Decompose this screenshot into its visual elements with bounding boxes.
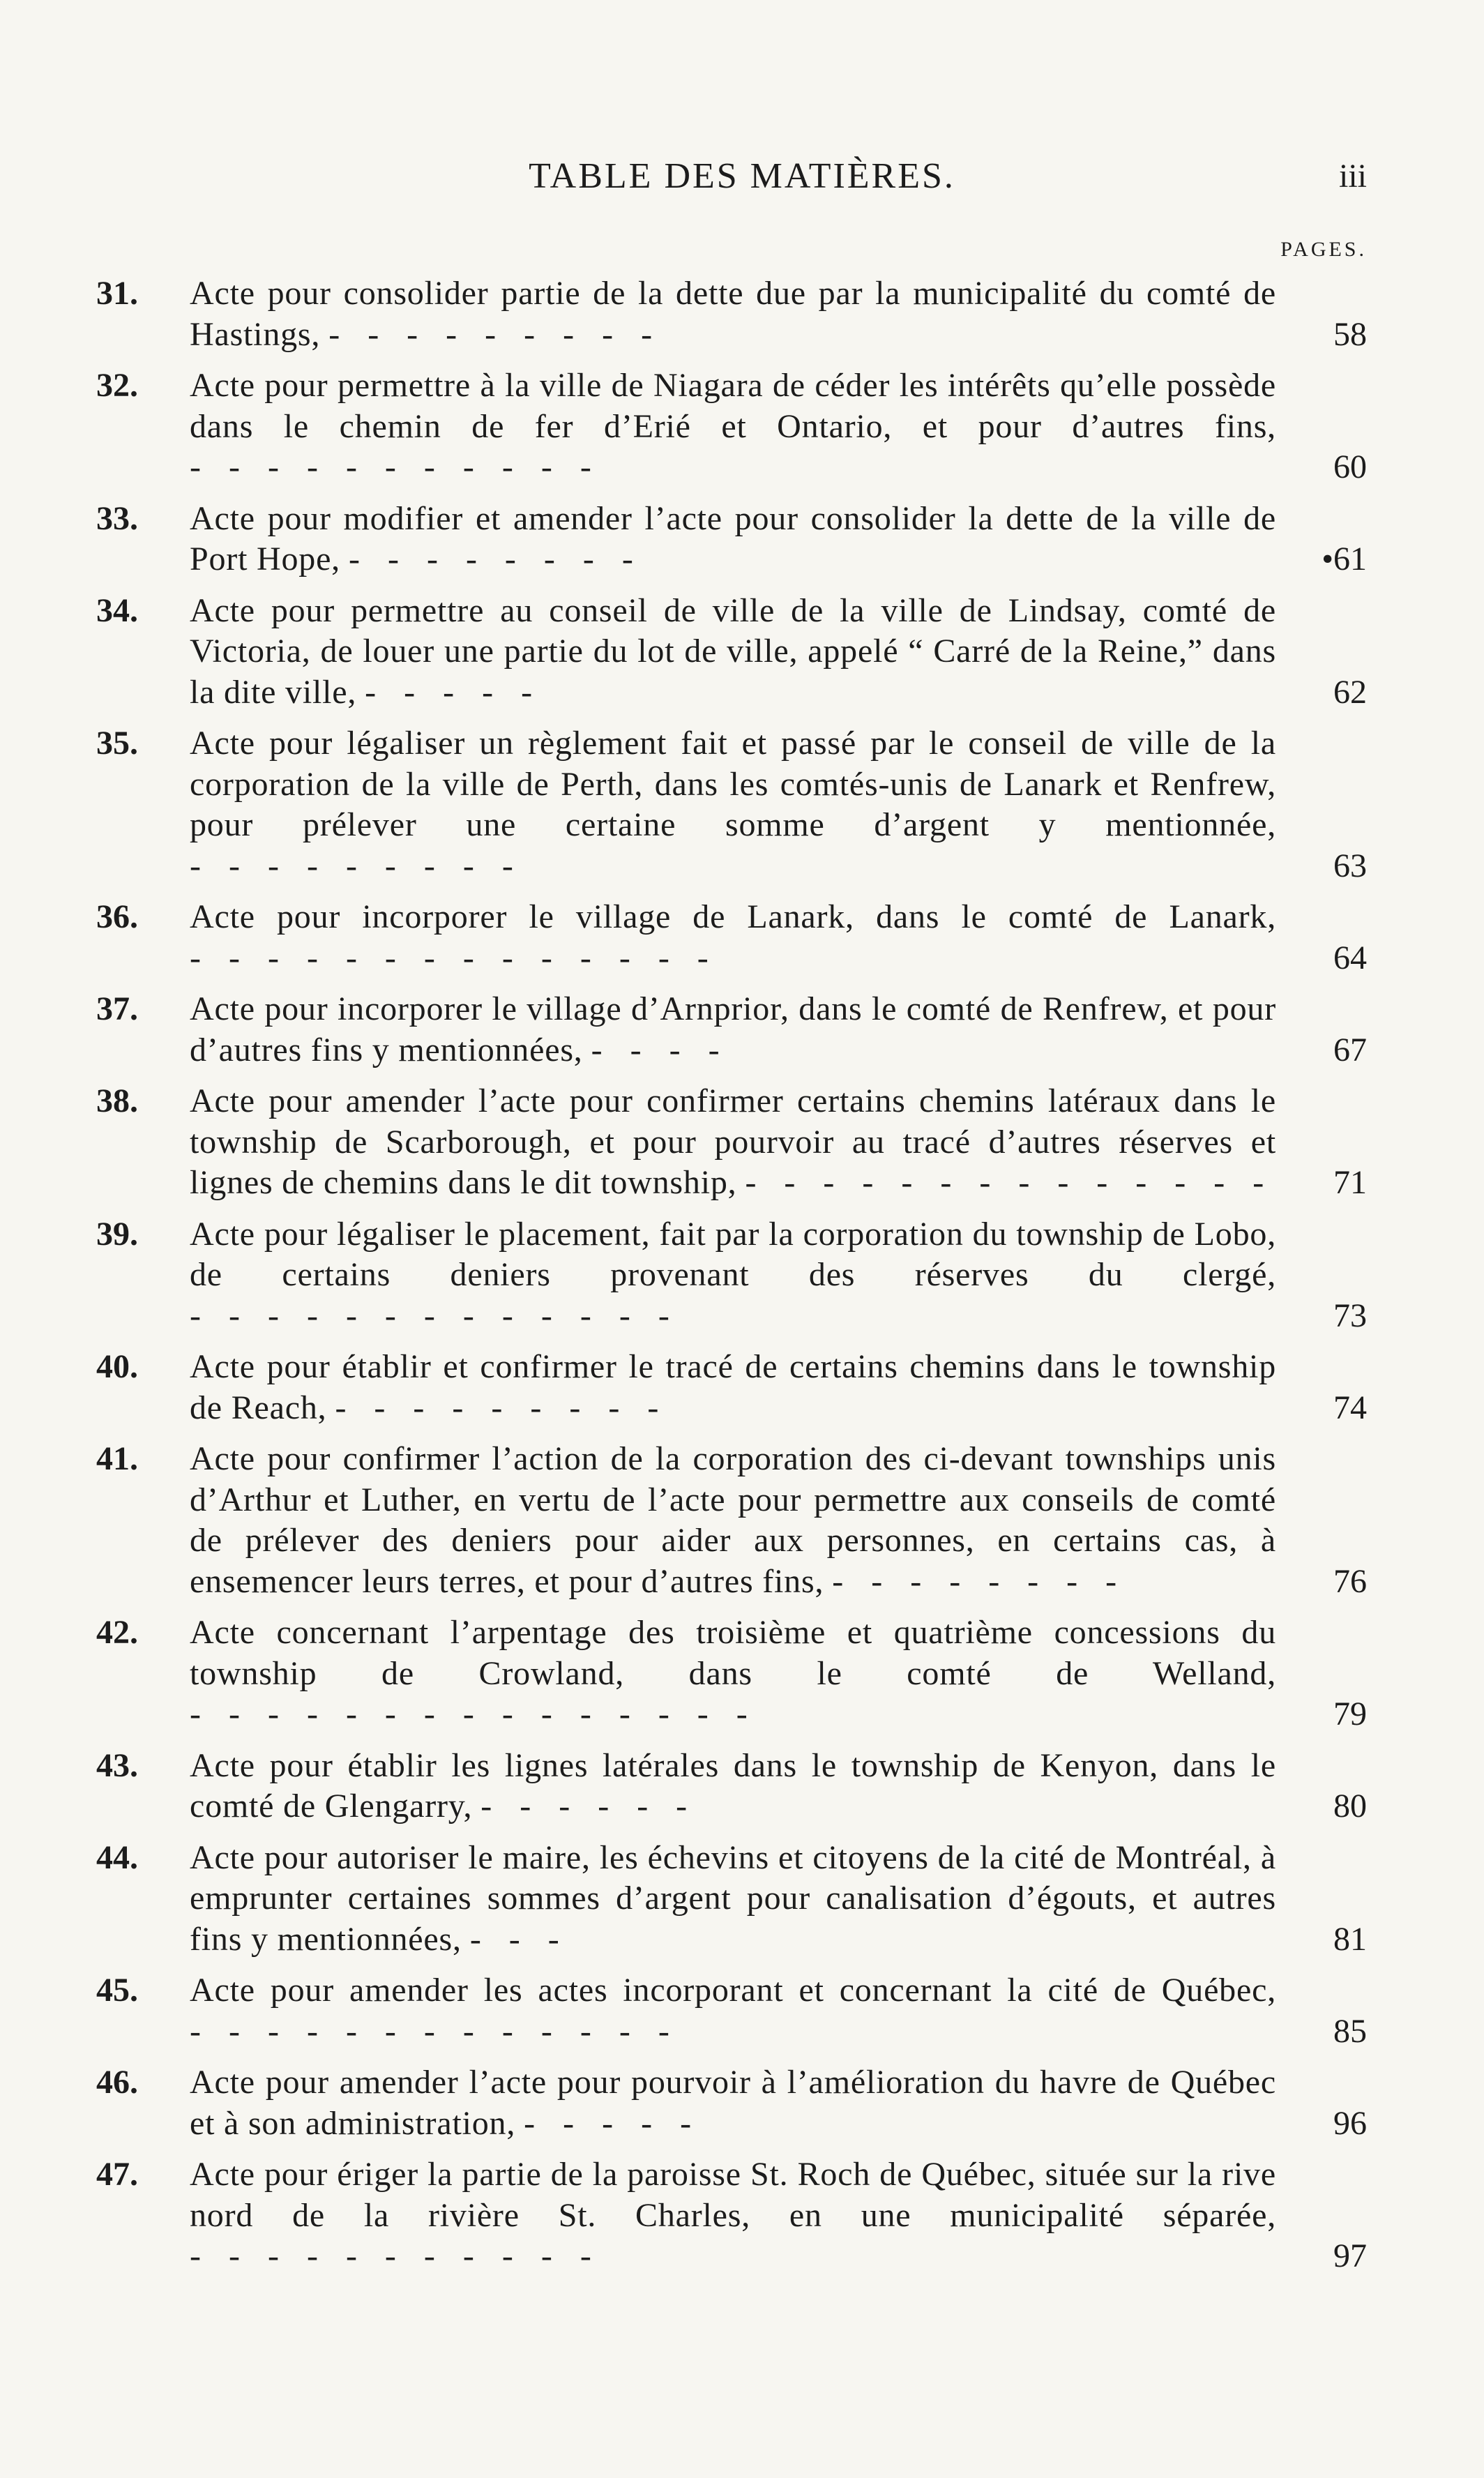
- entry-title: Acte pour ériger la partie de la paroisse St. Roch de Québec, située sur la rive nord de la rivière St. Charles, en une municipalité séparée,: [190, 2156, 1276, 2234]
- entry-title: Acte pour modifier et amender l’acte pour consolider la dette de la ville de Port Hope,: [190, 499, 1276, 577]
- entry-number: 38.: [96, 1082, 138, 1119]
- dot-leader: - - - - - - - - - - - - - -: [190, 939, 718, 976]
- page-number: iii: [1338, 158, 1367, 195]
- entry-number: 37.: [96, 990, 138, 1027]
- entry-title: Acte pour incorporer le village de Lanark, dans le comté de Lanark,: [190, 898, 1276, 935]
- entry-number: 43.: [96, 1746, 138, 1784]
- dot-leader: - - -: [469, 1920, 569, 1958]
- entry-title: Acte pour établir et confirmer le tracé de certains chemins dans le township de Reach,: [190, 1348, 1276, 1426]
- entry-page: 79: [1333, 1695, 1367, 1732]
- dot-leader: - - - - - - - - - - - - - -: [745, 1164, 1274, 1201]
- toc-entry-41: [96, 1439, 1367, 1602]
- entry-title: Acte pour permettre à la ville de Niagara de céder les intérêts qu’elle possède dans le chemin de fer d’Erié et Ontario, et pour d’autres fins,: [190, 367, 1276, 445]
- entry-title: Acte pour autoriser le maire, les échevins et citoyens de la cité de Montréal, à emprunter certaines sommes d’argent pour canalisation d’égouts, et autres fins y mentionnées,: [190, 1838, 1276, 1958]
- dot-leader: - - - - - - - -: [832, 1562, 1127, 1600]
- entry-number: 40.: [96, 1348, 138, 1385]
- toc-entry-42: [96, 1612, 1367, 1735]
- dot-leader: - - - - - - - - - - - - -: [190, 2012, 679, 2050]
- entry-page: 73: [1333, 1297, 1367, 1334]
- dot-leader: - - - -: [591, 1031, 729, 1068]
- entry-title: Acte pour incorporer le village d’Arnprior, dans le comté de Renfrew, et pour d’autres fins y mentionnées,: [190, 990, 1276, 1068]
- entry-number: 34.: [96, 591, 138, 629]
- pages-column-label: PAGES.: [1280, 238, 1367, 261]
- dot-leader: - - - - - - - -: [348, 541, 643, 577]
- entry-page: 58: [1333, 315, 1367, 353]
- dot-leader: - - - - - - - - - - -: [190, 2237, 601, 2274]
- entry-title: Acte pour consolider partie de la dette due par la municipalité du comté de Hastings,: [190, 275, 1276, 353]
- entry-page: 85: [1333, 2012, 1367, 2050]
- entry-title: Acte pour légaliser le placement, fait par la corporation du township de Lobo, de certains deniers provenant des réserves du clergé,: [190, 1215, 1276, 1293]
- entry-number: 42.: [96, 1614, 138, 1651]
- toc-entry-36: [96, 897, 1367, 979]
- entry-number: 41.: [96, 1440, 138, 1477]
- toc-entry-45: [96, 1970, 1367, 2052]
- dot-leader: - - - - - -: [480, 1788, 697, 1824]
- entry-page: 71: [1333, 1164, 1367, 1201]
- toc-entry-37: [96, 989, 1367, 1071]
- entry-page: 80: [1333, 1788, 1367, 1824]
- running-header: [0, 152, 1484, 201]
- dot-leader: - - - - - - - - -: [335, 1389, 669, 1426]
- entry-page: 96: [1333, 2104, 1367, 2142]
- entry-title: Acte pour légaliser un règlement fait et passé par le conseil de ville de la corporation de la ville de Perth, dans les comtés-unis de Lanark et Renfrew, pour prélever une certaine somme d’argent y mentionnée,: [190, 725, 1276, 843]
- entry-number: 31.: [96, 275, 138, 312]
- toc-entry-46: [96, 2062, 1367, 2144]
- dot-leader: - - - - - - - - - - - - - - -: [190, 1695, 757, 1732]
- entry-number: 36.: [96, 898, 138, 935]
- dot-leader: - - - - - - - - - - - - -: [190, 1297, 679, 1334]
- entry-page: 67: [1333, 1031, 1367, 1068]
- toc-entry-35: [96, 723, 1367, 886]
- entry-page: 63: [1333, 847, 1367, 884]
- entry-page: 97: [1333, 2237, 1367, 2274]
- entry-title: Acte pour confirmer l’action de la corporation des ci-devant townships unis d’Arthur et Luther, en vertu de l’acte pour permettre aux conseils de comté de prélever des deniers pour aider aux personnes, en certains cas, à ensemencer leurs terres, et pour d’autres fins,: [190, 1440, 1276, 1600]
- entry-number: 35.: [96, 725, 138, 762]
- toc-entry-43: [96, 1746, 1367, 1827]
- dot-leader: - - - - - - - - -: [190, 847, 523, 884]
- page-title: TABLE DES MATIÈRES.: [529, 156, 955, 196]
- toc-entry-40: [96, 1347, 1367, 1428]
- entry-number: 46.: [96, 2064, 138, 2101]
- entry-page: 81: [1333, 1920, 1367, 1958]
- entry-title: Acte pour amender l’acte pour confirmer certains chemins latéraux dans le township de Scarborough, et pour pourvoir au tracé d’autres réserves et lignes de chemins dans le dit township,: [190, 1082, 1276, 1201]
- entry-number: 44.: [96, 1838, 138, 1876]
- entry-title: Acte pour établir les lignes latérales dans le township de Kenyon, dans le comté de Glengarry,: [190, 1746, 1276, 1824]
- entry-page: 60: [1333, 448, 1367, 485]
- toc-entry-47: [96, 2154, 1367, 2277]
- entry-page: •61: [1322, 541, 1367, 577]
- entry-number: 45.: [96, 1972, 138, 2009]
- entry-page: 62: [1333, 673, 1367, 711]
- entry-title: Acte pour amender les actes incorporant et concernant la cité de Québec,: [190, 1972, 1276, 2009]
- toc-entry-33: [96, 499, 1367, 580]
- toc-entry-39: [96, 1214, 1367, 1337]
- toc-entry-32: [96, 365, 1367, 488]
- entry-page: 64: [1333, 939, 1367, 976]
- dot-leader: - - - - - - - - - - -: [190, 448, 601, 485]
- table-of-contents: [96, 273, 1367, 2277]
- entry-title: Acte pour amender l’acte pour pourvoir à l’amélioration du havre de Québec et à son administration,: [190, 2064, 1276, 2142]
- toc-entry-38: [96, 1081, 1367, 1204]
- entry-page: 74: [1333, 1389, 1367, 1426]
- entry-title: Acte pour permettre au conseil de ville de la ville de Lindsay, comté de Victoria, de louer une partie du lot de ville, appelé “ Carré de la Reine,” dans la dite ville,: [190, 591, 1276, 711]
- dot-leader: - - - - - - - - -: [328, 315, 662, 353]
- toc-entry-34: [96, 591, 1367, 713]
- entry-number: 32.: [96, 367, 138, 404]
- entry-number: 33.: [96, 499, 138, 537]
- entry-page: 76: [1333, 1562, 1367, 1600]
- dot-leader: - - - - -: [365, 673, 543, 711]
- entry-number: 47.: [96, 2156, 138, 2193]
- entry-title: Acte concernant l’arpentage des troisième et quatrième concessions du township de Crowland, dans le comté de Welland,: [190, 1614, 1276, 1692]
- toc-entry-31: [96, 273, 1367, 355]
- toc-entry-44: [96, 1838, 1367, 1961]
- dot-leader: - - - - -: [524, 2104, 702, 2142]
- entry-number: 39.: [96, 1215, 138, 1253]
